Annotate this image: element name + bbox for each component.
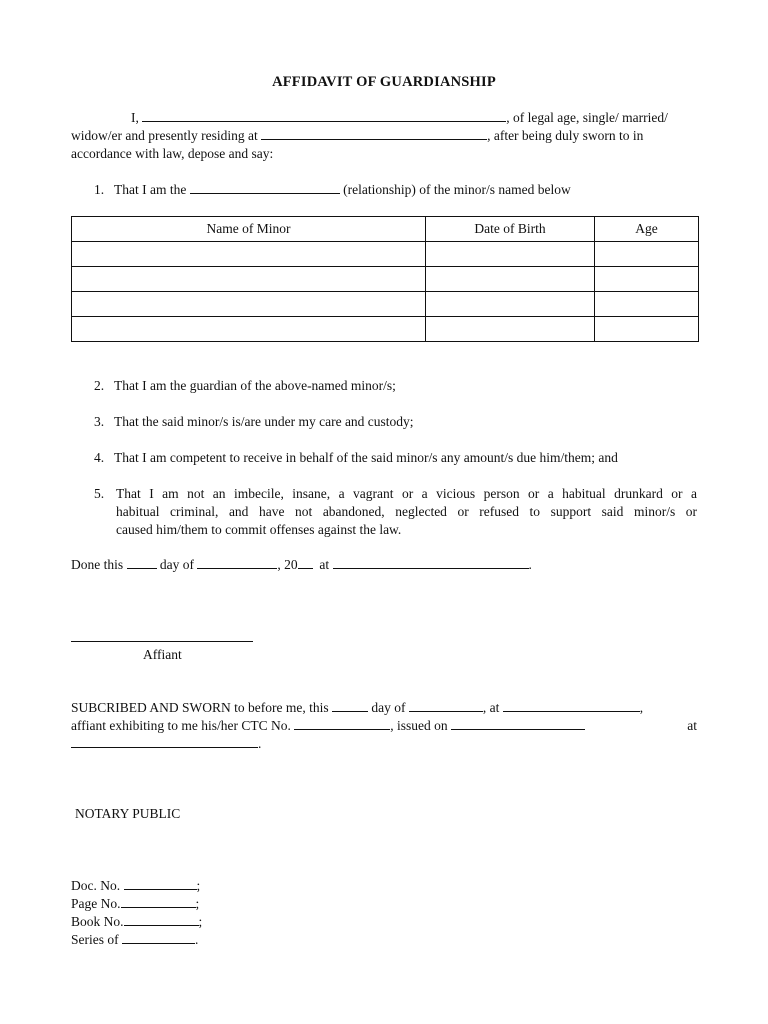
item-5-line-2: habitual criminal, and have not abandoned, neglected or refused to support said minor/s or — [116, 504, 697, 519]
item-2-number: 2. — [94, 378, 105, 393]
jurat-day-blank[interactable] — [332, 699, 368, 712]
ctc-number-blank[interactable] — [294, 717, 390, 730]
intro-line-2 — [71, 127, 643, 145]
relationship-blank[interactable] — [190, 181, 340, 194]
jurat-line-3 — [71, 735, 261, 753]
table-row — [72, 292, 699, 317]
book-no-end: ; — [198, 914, 203, 929]
item-5-line-3: caused him/them to commit offenses against the law. — [116, 522, 402, 537]
table-row — [72, 317, 699, 342]
item-1-post: (relationship) of the minor/s named below — [343, 182, 571, 197]
ctc-issue-date-blank[interactable] — [451, 717, 585, 730]
minor-age-cell[interactable] — [595, 267, 699, 292]
done-year-blank[interactable] — [298, 556, 313, 569]
done-end: . — [528, 557, 532, 572]
doc-no-line — [71, 877, 200, 895]
jurat-at-label: , at — [482, 700, 500, 715]
minor-dob-cell[interactable] — [426, 242, 595, 267]
done-place-blank[interactable] — [333, 556, 529, 569]
address-blank[interactable] — [261, 127, 487, 140]
done-day-blank[interactable] — [127, 556, 157, 569]
doc-no-blank[interactable] — [124, 877, 197, 890]
minor-age-cell[interactable] — [595, 242, 699, 267]
page-no-label: Page No. — [71, 896, 121, 911]
jurat-line2-at: at — [687, 718, 697, 733]
jurat-line-1 — [71, 699, 643, 717]
notary-public-label: NOTARY PUBLIC — [75, 806, 181, 821]
minor-dob-cell[interactable] — [426, 317, 595, 342]
doc-no-label: Doc. No. — [71, 878, 121, 893]
minor-name-cell[interactable] — [72, 292, 426, 317]
jurat-issued-label: , issued on — [390, 718, 448, 733]
series-of-label: Series of — [71, 932, 119, 947]
intro-line-3: accordance with law, depose and say: — [71, 146, 274, 161]
minor-name-cell[interactable] — [72, 317, 426, 342]
book-no-blank[interactable] — [124, 913, 199, 926]
jurat-day-of-label: day of — [371, 700, 406, 715]
series-of-end: . — [195, 932, 199, 947]
name-blank[interactable] — [142, 109, 506, 122]
intro-legal-age: , of legal age, single/ married/ — [506, 110, 668, 125]
affiant-signature-line[interactable] — [71, 641, 253, 642]
series-of-blank[interactable] — [122, 931, 195, 944]
item-3-number: 3. — [94, 414, 105, 429]
intro-sworn: , after being duly sworn to in — [487, 128, 644, 143]
list-item-2 — [94, 377, 396, 395]
minor-dob-cell[interactable] — [426, 292, 595, 317]
item-3-text: That the said minor/s is/are under my care and custody; — [114, 414, 414, 429]
item-5-line-1: That I am not an imbecile, insane, a vagrant or a vicious person or a habitual drunkard or a — [116, 486, 697, 501]
done-this-line — [71, 556, 532, 574]
jurat-subscribed-label: SUBCRIBED AND SWORN to before me, this — [71, 700, 329, 715]
minors-table — [71, 216, 699, 342]
item-1-number: 1. — [94, 182, 105, 197]
intro-residing: widow/er and presently residing at — [71, 128, 258, 143]
done-at-label: at — [319, 557, 330, 572]
book-no-line — [71, 913, 202, 931]
done-month-blank[interactable] — [197, 556, 277, 569]
done-year-prefix: , 20 — [277, 557, 298, 572]
intro-i-label: I, — [131, 110, 139, 125]
table-header-row — [72, 217, 699, 242]
jurat-line3-end: . — [258, 736, 262, 751]
list-item-1 — [94, 181, 571, 199]
ctc-issue-place-blank[interactable] — [71, 735, 258, 748]
minor-dob-cell[interactable] — [426, 267, 595, 292]
doc-no-end: ; — [196, 878, 201, 893]
page-no-end: ; — [195, 896, 200, 911]
header-name-of-minor: Name of Minor — [72, 217, 426, 242]
document-title: AFFIDAVIT OF GUARDIANSHIP — [272, 74, 496, 90]
affiant-label: Affiant — [143, 647, 182, 662]
jurat-line-2 — [71, 717, 697, 735]
jurat-ctc-label: affiant exhibiting to me his/her CTC No. — [71, 718, 291, 733]
header-age: Age — [595, 217, 699, 242]
minor-name-cell[interactable] — [72, 267, 426, 292]
book-no-label: Book No. — [71, 914, 124, 929]
header-date-of-birth: Date of Birth — [426, 217, 595, 242]
minor-age-cell[interactable] — [595, 317, 699, 342]
series-of-line — [71, 931, 198, 949]
jurat-line1-end: , — [639, 700, 644, 715]
table-row — [72, 242, 699, 267]
item-4-text: That I am competent to receive in behalf of the said minor/s any amount/s due him/them; and — [114, 450, 618, 465]
page-no-line — [71, 895, 199, 913]
list-item-3 — [94, 413, 414, 431]
item-4-number: 4. — [94, 450, 105, 465]
list-item-4 — [94, 449, 618, 467]
page-no-blank[interactable] — [121, 895, 196, 908]
table-row — [72, 267, 699, 292]
minor-age-cell[interactable] — [595, 292, 699, 317]
item-2-text: That I am the guardian of the above-named minor/s; — [114, 378, 396, 393]
jurat-month-blank[interactable] — [409, 699, 483, 712]
item-1-pre: That I am the — [114, 182, 187, 197]
jurat-place-blank[interactable] — [503, 699, 640, 712]
minor-name-cell[interactable] — [72, 242, 426, 267]
done-day-of-label: day of — [159, 557, 194, 572]
done-this-label: Done this — [71, 557, 124, 572]
intro-line-1 — [131, 109, 668, 127]
item-5-number: 5. — [94, 486, 105, 501]
